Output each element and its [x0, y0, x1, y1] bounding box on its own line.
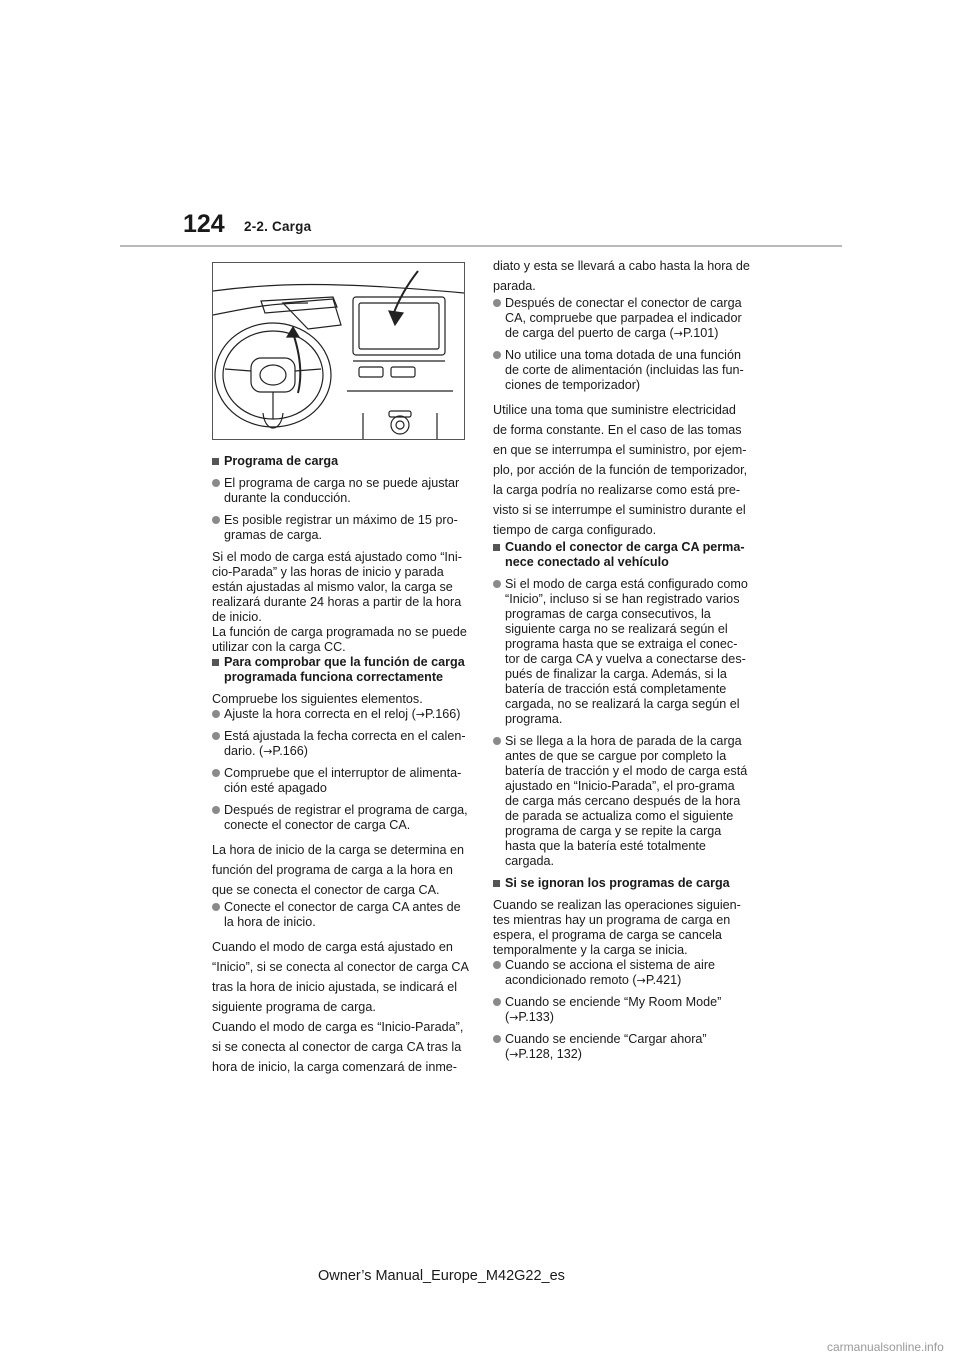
list-item: Cuando se acciona el sistema de aire acondicionado remoto (→P.421) — [493, 958, 751, 988]
page-reference-link[interactable]: P.133) — [518, 1010, 554, 1024]
list-item: Cuando se enciende “Cargar ahora” (→P.128, 132) — [493, 1032, 751, 1062]
arrow-icon: → — [673, 327, 683, 340]
left-column — [212, 454, 470, 1077]
list-item: Después de conectar el conector de carga CA, compruebe que parpadea el indicador de carga del puerto de carga (→P.101) — [493, 296, 751, 341]
paragraph: La función de carga programada no se puede utilizar con la carga CC. — [212, 625, 467, 654]
paragraph: Utilice una toma que suministre electricidad de forma constante. En el caso de las tomas en que se interrumpa el suministro, por ejem-plo, por acción de la función de temporizador, la carga podría no realizarse como está pre-visto si se interrumpe el suministro durante el tiempo de carga configurado. — [493, 403, 748, 537]
paragraph: Cuando se realizan las operaciones siguien-tes mientras hay un programa de carga en espera, el programa de carga se cancela temporalmente y la carga se inicia. — [493, 898, 741, 957]
arrow-icon: → — [509, 1011, 519, 1024]
page-number: 124 — [183, 210, 225, 238]
list-item: Compruebe que el interruptor de alimenta-ción esté apagado — [212, 766, 470, 796]
list-item: Cuando se enciende “My Room Mode” (→P.133) — [493, 995, 751, 1025]
list-item: El programa de carga no se puede ajustar durante la conducción. — [212, 476, 470, 506]
paragraph: Cuando el modo de carga es “Inicio-Parada”, si se conecta al conector de carga CA tras la hora de inicio, la carga comenzará de inme- — [212, 1020, 464, 1074]
arrow-icon: → — [415, 708, 426, 721]
heading-conector-conectado: Cuando el conector de carga CA perma-nece conectado al vehículo — [493, 540, 751, 570]
right-column — [493, 256, 751, 1069]
list-item: Si el modo de carga está configurado como “Inicio”, incluso si se han registrado varios programas de carga consecutivos, la siguiente carga no se realizará según el programa hasta que se extraiga el conec-tor de carga CA y vuelva a conectarse des-pués de finalizar la carga. Además, si la batería de tracción está completamente cargada, no se realizará la carga según el programa. — [493, 577, 751, 727]
paragraph: diato y esta se llevará a cabo hasta la hora de parada. — [493, 259, 750, 293]
page-reference-link[interactable]: P.421) — [645, 973, 682, 987]
footer-manual-id: Owner’s Manual_Europe_M42G22_es — [318, 1268, 565, 1284]
list-item: Si se llega a la hora de parada de la carga antes de que se cargue por completo la batería de tracción y el modo de carga está ajustado en “Inicio-Parada”, el pro-grama de carga más cercano después de la hora de parada se actualiza como el siguiente programa de carga y se repite la carga hasta que la batería esté totalmente cargada. — [493, 734, 751, 869]
list-item: Después de registrar el programa de carga, conecte el conector de carga CA. — [212, 803, 470, 833]
heading-programa-carga: Programa de carga — [212, 454, 470, 469]
arrow-icon: → — [636, 974, 646, 987]
heading-comprobar-programa: Para comprobar que la función de carga programada funciona correctamente — [212, 655, 470, 685]
list-item: Ajuste la hora correcta en el reloj (→P.166) — [212, 707, 470, 722]
list-item: No utilice una toma dotada de una función de corte de alimentación (incluidas las fun-ciones de temporizador) — [493, 348, 751, 393]
page-reference-link[interactable]: P.101) — [682, 326, 719, 340]
paragraph: La hora de inicio de la carga se determina en función del programa de carga a la hora en que se conecta el conector de carga CA. — [212, 843, 465, 897]
arrow-icon: → — [509, 1048, 519, 1061]
paragraph: Cuando el modo de carga está ajustado en “Inicio”, si se conecta al conector de carga CA tras la hora de inicio ajustada, se indicará el siguiente programa de carga. — [212, 940, 469, 1014]
list-item: Es posible registrar un máximo de 15 pro-gramas de carga. — [212, 513, 470, 543]
page-reference-link[interactable]: P.128, 132) — [518, 1047, 582, 1061]
page-reference-link[interactable]: P.166) — [425, 707, 461, 721]
paragraph: Si el modo de carga está ajustado como “Ini-cio-Parada” y las horas de inicio y parada están ajustadas al mismo valor, la carga se realizará durante 24 horas a partir de la hora de inicio. — [212, 550, 462, 624]
watermark: carmanualsonline.info — [827, 1340, 944, 1354]
heading-programas-ignorados: Si se ignoran los programas de carga — [493, 876, 751, 891]
list-item: Conecte el conector de carga CA antes de la hora de inicio. — [212, 900, 470, 930]
page-reference-link[interactable]: P.166) — [272, 744, 308, 758]
section-title: 2-2. Carga — [244, 219, 312, 234]
header-rule — [120, 245, 842, 247]
dashboard-illustration — [212, 262, 465, 440]
paragraph: Compruebe los siguientes elementos. — [212, 692, 423, 706]
arrow-icon: → — [263, 745, 273, 758]
list-item: Está ajustada la fecha correcta en el calen-dario. (→P.166) — [212, 729, 470, 759]
